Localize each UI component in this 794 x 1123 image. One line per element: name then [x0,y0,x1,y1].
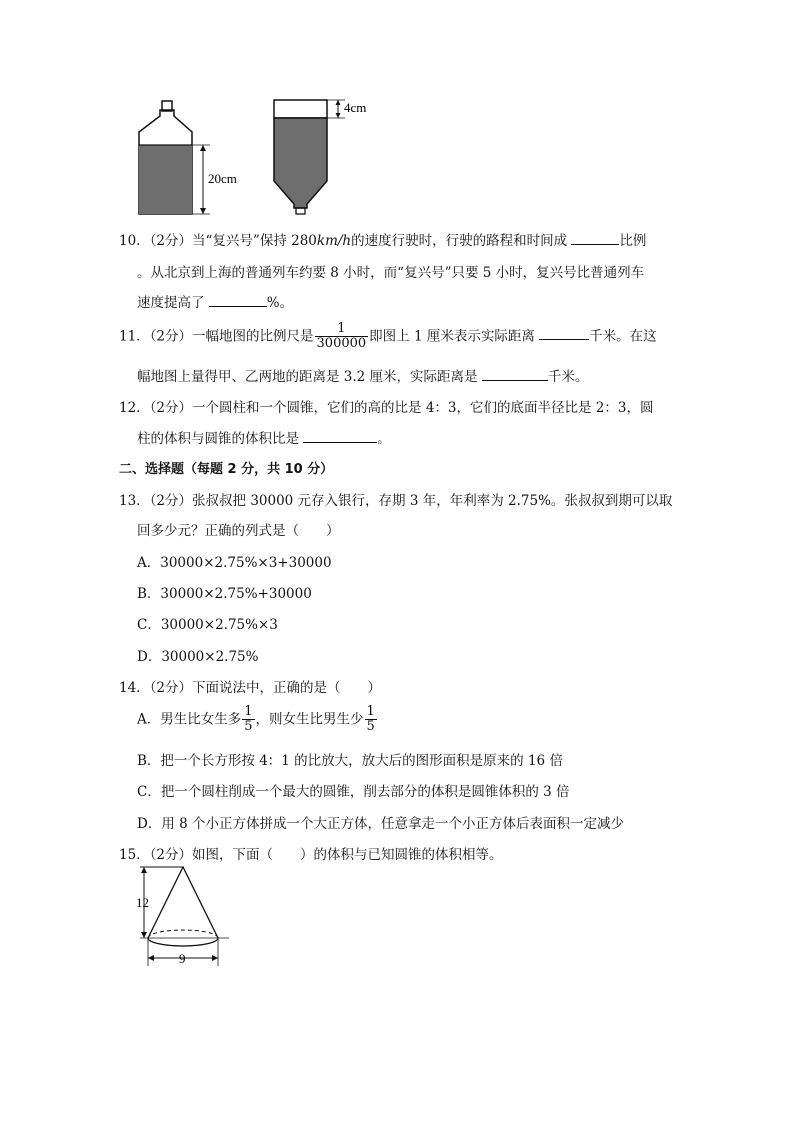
question-points: （2分） [149,233,193,249]
question-text: %。 [266,295,294,311]
answer-blank[interactable] [209,293,267,307]
option-c[interactable]: C．30000×2.75%×3 [137,617,278,633]
question-text: 即图上 1 厘米表示实际距离 [369,328,535,345]
question-12-line-1 [119,396,653,416]
question-number: 12． [119,400,150,416]
answer-blank[interactable] [539,326,589,340]
option-b[interactable]: B．30000×2.75%+30000 [137,586,312,602]
question-12-line-2 [137,427,391,447]
question-11-line-2 [137,365,588,385]
question-text: 幅地图上量得甲、乙两地的距离是 3.2 厘米，实际距离是 [137,369,478,385]
question-10-line-3 [137,291,293,311]
question-10-line-1 [119,229,646,249]
question-number: 15． [119,847,150,863]
cone-diameter-label: 9 [179,951,186,966]
question-number: 13． [119,493,150,509]
unit-text: km/h [316,233,352,249]
option-b[interactable]: B．把一个长方形按 4：1 的比放大，放大后的图形面积是原来的 16 倍 [137,753,563,769]
option-c[interactable]: C．把一个圆柱削成一个最大的圆锥，削去部分的体积是圆锥体积的 3 倍 [137,784,570,800]
option-a[interactable]: A．30000×2.75%×3+30000 [137,555,332,571]
question-number: 14． [119,680,150,696]
question-13-line-2: 回多少元？正确的列式是（ ） [137,523,340,539]
scale-fraction [315,322,369,352]
answer-blank[interactable] [482,367,548,381]
question-text: 一幅地图的比例尺是 [192,328,314,345]
height-label: 20cm [208,171,237,186]
question-points: （2分） [149,328,193,345]
fraction-denominator: 5 [366,719,375,735]
cone-figure [134,862,234,972]
answer-blank[interactable] [303,429,377,443]
fraction [242,705,254,735]
cone-height-label: 12 [136,895,149,910]
question-text: 张叔叔把 30000 元存入银行，存期 3 年，年利率为 2.75%。张叔叔到期可以取 [192,493,673,509]
question-points: （2分） [149,847,193,863]
option-text: A．男生比女生多 [137,711,242,728]
question-text: 比例 [619,233,647,249]
question-text: 的速度行驶时，行驶的路程和时间成 [351,233,568,249]
option-d[interactable]: D．用 8 个小正方体拼成一个大正方体，任意拿走一个小正方体后表面积一定减少 [137,816,624,832]
option-text: ，则女生比男生少 [255,711,364,728]
question-text: 下面说法中，正确的是（ ） [192,680,382,696]
question-points: （2分） [149,680,193,696]
question-text: 一个圆柱和一个圆锥，它们的高的比是 4：3，它们的底面半径比是 2：3，圆 [192,400,654,416]
fraction-denominator: 5 [244,719,253,735]
question-points: （2分） [149,400,193,416]
question-text: 当“复兴号”保持 280 [192,233,317,249]
question-number: 11． [119,328,150,345]
fraction [365,705,377,735]
fraction-numerator: 1 [315,322,369,337]
question-text: 千米。在这 [589,328,657,345]
question-14-line-1 [119,676,381,696]
question-text: 。 [377,431,391,447]
question-11-line-1 [119,322,657,352]
upright-bottle [139,101,237,214]
section-2-title: 二、选择题（每题 2 分，共 10 分） [119,462,334,477]
question-13-line-1 [119,489,672,509]
question-text: 如图，下面（ ）的体积与已知圆锥的体积相等。 [192,847,503,863]
top-label: 4cm [344,100,367,115]
fraction-denominator: 300000 [316,336,367,352]
question-text: 柱的体积与圆锥的体积比是 [137,431,299,447]
bottles-figure [130,96,390,218]
question-number: 10． [119,233,150,249]
question-15-line-1 [119,843,503,863]
fraction-numerator: 1 [366,704,375,719]
question-text: 速度提高了 [137,295,205,311]
question-points: （2分） [149,493,193,509]
question-10-line-2: 。从北京到上海的普通列车约要 8 小时，而“复兴号”只要 5 小时，复兴号比普通列车 [137,265,645,281]
fraction-numerator: 1 [244,704,253,719]
answer-blank[interactable] [571,231,619,245]
inverted-bottle [274,100,366,214]
option-a[interactable] [137,705,378,735]
question-text: 千米。 [547,369,589,385]
option-d[interactable]: D．30000×2.75% [137,649,259,665]
